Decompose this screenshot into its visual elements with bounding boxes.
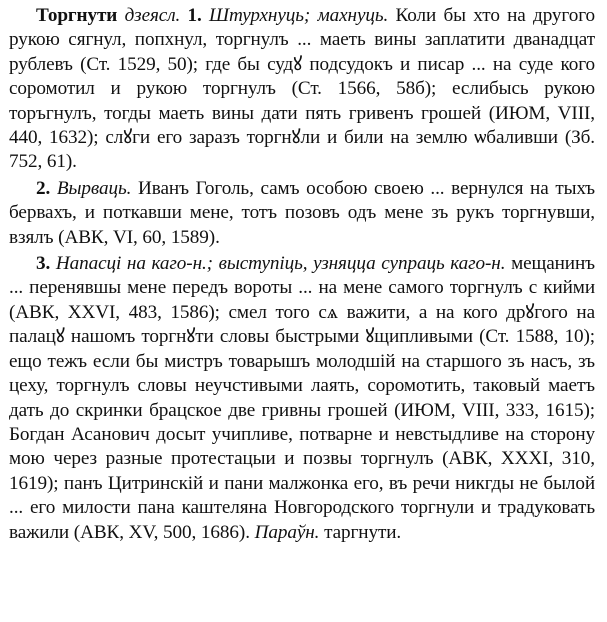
parallel-word: таргнути.: [324, 521, 402, 543]
sense-2-number: 2.: [36, 177, 51, 199]
sense-3-definition: Напасці на каго-н.; выступіць, узняцца супраць каго-н.: [55, 253, 506, 275]
sense-2-paragraph: [9, 177, 595, 250]
parallel-label: Параўн.: [254, 521, 320, 543]
headword: Торгнути: [36, 5, 118, 26]
sense-3-citation: мещанинъ ... перенявшы мене передъ вороты ... на мене самого торгнулъ с кийми (АВК, XXVI, 483, 1586); смел того сѧ важити, а на кого дрꙋгого на палацꙋ нашомъ торгнꙋти словы быстрыми ꙋщипливыми (Ст. 1588, 10); ещо тежъ если бы мистръ товарышъ молодшій на старшого зъ насъ, зъ цеху, торгнулъ словы неучстивыми лаять, соромотить, таковый маетъ дать до скринки брацское две гривны грошей (ИЮМ, VIII, 333, 1615); Богдан Асанович досыт учипливе, потварне и невстыдливе на сторону мою через разные протестацыи и позвы торгнулъ (АВК, XXXI, 310, 1619); панъ Цитринскій и пани малжонка его, въ речи никгды не былой ... его милости пана каштеляна Новгородского торгнули и традуковать важили (АВК, XV, 500, 1686).: [9, 253, 595, 543]
sense-3-paragraph: [9, 252, 595, 545]
dictionary-entry: [9, 4, 595, 545]
sense-2-definition: Вырваць.: [56, 177, 132, 199]
sense-1-number: 1.: [187, 5, 202, 26]
sense-1-definition: Штурхнуць; махнуць.: [209, 5, 389, 26]
sense-2-citation: Иванъ Гоголь, самъ особою своею ... вернулся на тыхъ бервахъ, и поткавши мене, тотъ позовъ одъ мене зъ рукъ торгнувши, взялъ (АВК, VI, 60, 1589).: [9, 177, 595, 248]
sense-3-number: 3.: [36, 253, 51, 275]
sense-1-citation: Коли бы хто на другого рукою сягнул, попхнул, торгнулъ ... маеть вины заплатити дванадцат рублевъ (Ст. 1529, 50); где бы судꙋ подсудокъ и писар ... на суде кого соромотил и рукою торгнулъ (Ст. 1566, 58б); еслибысь рукою торъгнулъ, тогды маеть вины дати пять гривенъ грошей (ИЮМ, VIII, 440, 1632); слꙋги его заразъ торгнꙋли и били на землю ѡбаливши (Зб. 752, 61).: [9, 5, 596, 173]
sense-1-paragraph: [9, 4, 595, 175]
grammar-label: дзеясл.: [124, 5, 181, 26]
